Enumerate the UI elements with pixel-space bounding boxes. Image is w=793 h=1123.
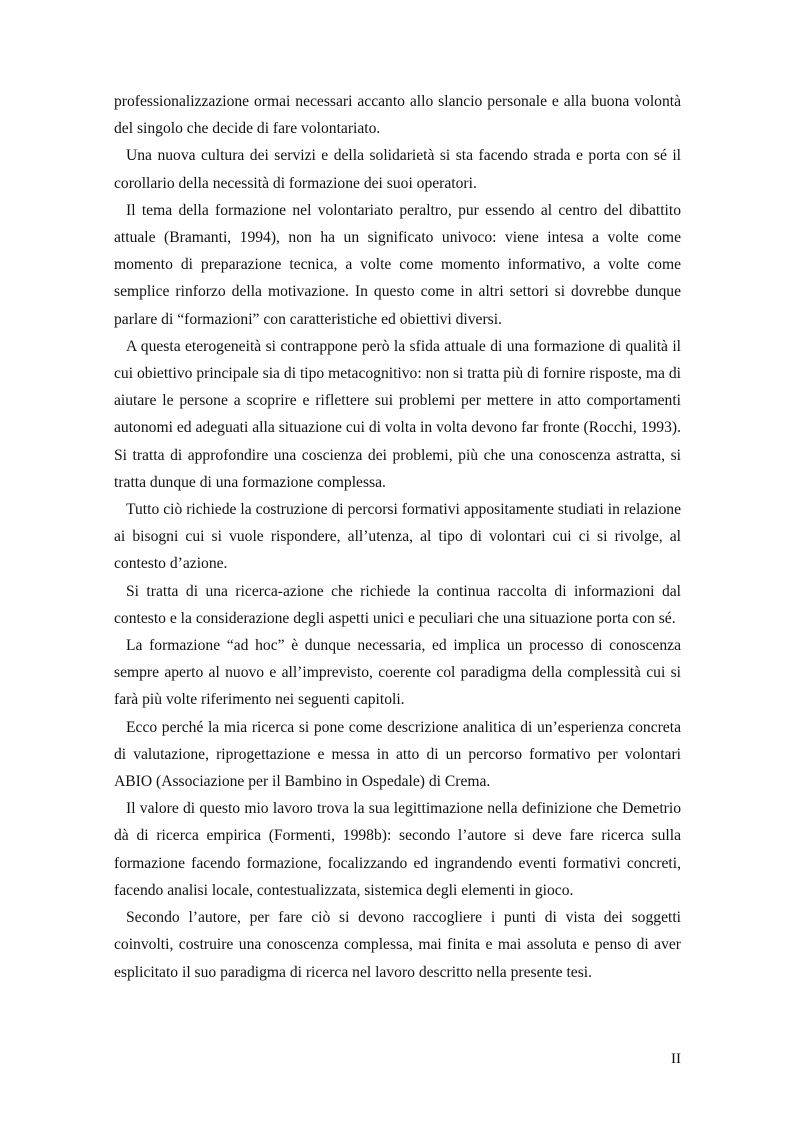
paragraph: A questa eterogeneità si contrappone però la sfida attuale di una formazione di qualità il cui obiettivo principale sia di tipo metacognitivo: non si tratta più di fornire risposte, ma di aiutare le persone a scoprire e riflettere sui problemi per mettere in atto comportamenti autonomi ed adeguati alla situazione cui di volta in volta devono far fronte (Rocchi, 1993). Si tratta di approfondire una coscienza dei problemi, più che una conoscenza astratta, si tratta dunque di una formazione complessa. [114, 337, 681, 491]
paragraph: Tutto ciò richiede la costruzione di percorsi formativi appositamente studiati in relazione ai bisogni cui si vuole rispondere, all’utenza, al tipo di volontari cui ci si rivolge, al contesto d’azione. [114, 501, 681, 573]
paragraph: Il valore di questo mio lavoro trova la sua legittimazione nella definizione che Demetrio dà di ricerca empirica (Formenti, 1998b): secondo l’autore si deve fare ricerca sulla formazione facendo formazione, focalizzando ed ingrandendo eventi formativi concreti, facendo analisi locale, contestualizzata, sistemica degli elementi in gioco. [114, 800, 681, 899]
paragraph: Una nuova cultura dei servizi e della solidarietà si sta facendo strada e porta con sé il corollario della necessità di formazione dei suoi operatori. [114, 147, 681, 192]
paragraph: Secondo l’autore, per fare ciò si devono raccogliere i punti di vista dei soggetti coinvolti, costruire una conoscenza complessa, mai finita e mai assoluta e penso di aver esplicitato il suo paradigma di ricerca nel lavoro descritto nella presente tesi. [114, 909, 681, 981]
paragraph-continuation: professionalizzazione ormai necessari accanto allo slancio personale e alla buona volontà del singolo che decide di fare volontariato. [114, 93, 681, 138]
page-number: II [671, 1051, 681, 1067]
paragraph: Si tratta di una ricerca-azione che richiede la continua raccolta di informazioni dal contesto e la considerazione degli aspetti unici e peculiari che una situazione porta con sé. [114, 582, 681, 627]
paragraph: Il tema della formazione nel volontariato peraltro, pur essendo al centro del dibattito attuale (Bramanti, 1994), non ha un significato univoco: viene intesa a volte come momento di preparazione tecnica, a volte come momento informativo, a volte come semplice rinforzo della motivazione. In questo come in altri settori si dovrebbe dunque parlare di “formazioni” con caratteristiche ed obiettivi diversi. [114, 201, 681, 328]
body-text [114, 88, 681, 986]
paragraph: La formazione “ad hoc” è dunque necessaria, ed implica un processo di conoscenza sempre aperto al nuovo e all’imprevisto, coerente col paradigma della complessità cui si farà più volte riferimento nei seguenti capitoli. [114, 637, 681, 709]
paragraph: Ecco perché la mia ricerca si pone come descrizione analitica di un’esperienza concreta di valutazione, riprogettazione e messa in atto di un percorso formativo per volontari ABIO (Associazione per il Bambino in Ospedale) di Crema. [114, 718, 681, 791]
